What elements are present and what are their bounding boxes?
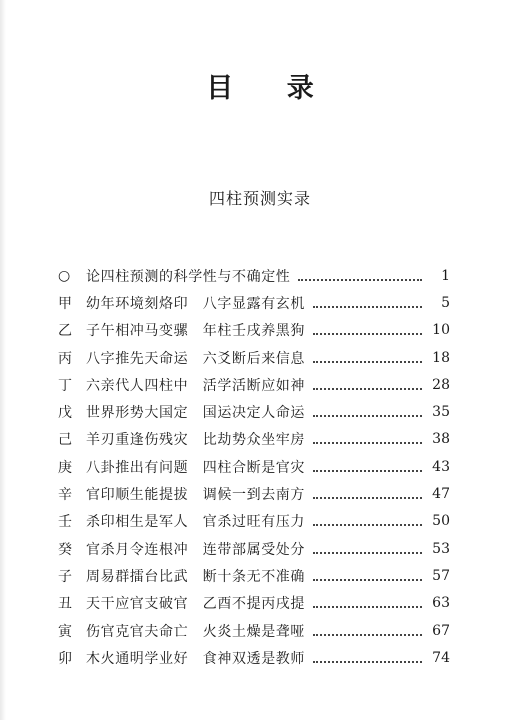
toc-entry-title: 官杀月令连根冲 连带部属受处分 <box>86 541 305 558</box>
toc-leader-dots <box>313 524 422 526</box>
toc-page-number: 5 <box>441 294 450 311</box>
toc-page-number: 57 <box>432 567 450 584</box>
toc-entry-title: 世界形势大国定 国运决定人命运 <box>86 405 305 422</box>
toc-entry-title: 六亲代人四柱中 活学活断应如神 <box>86 377 305 394</box>
toc-entry[interactable] <box>58 480 450 507</box>
toc-entry-title: 官印顺生能提拔 调候一到去南方 <box>86 487 305 504</box>
toc-leader-dots <box>313 579 422 581</box>
toc-leader-dots <box>313 361 422 363</box>
toc-leader-dots <box>313 442 422 444</box>
toc-marker: 癸 <box>58 541 72 558</box>
toc-entry[interactable] <box>58 426 450 453</box>
toc-page-number: 18 <box>432 349 450 366</box>
section-subtitle: 四柱预测实录 <box>208 189 311 208</box>
toc-entry-title: 木火通明学业好 食神双透是教师 <box>86 650 305 667</box>
toc-page-number: 1 <box>441 267 450 284</box>
toc-entry-title: 伤官克官夫命亡 火炎土燥是聋哑 <box>86 623 305 640</box>
page-title: 目 录 <box>206 73 336 104</box>
toc-page-number: 74 <box>432 649 450 666</box>
toc-marker: 己 <box>58 432 72 449</box>
toc-entry-title: 子午相冲马变骡 年柱壬戌养黑狗 <box>86 323 305 340</box>
toc-page-number: 47 <box>432 486 450 503</box>
toc-entry[interactable] <box>58 344 450 371</box>
toc-marker: 辛 <box>58 487 72 504</box>
toc-page-number: 53 <box>432 540 450 557</box>
toc-entry[interactable] <box>58 262 450 289</box>
toc-page-number: 63 <box>432 595 450 612</box>
toc-entry[interactable] <box>58 590 450 617</box>
toc-leader-dots <box>313 470 422 472</box>
toc-marker: 乙 <box>58 323 72 340</box>
toc-page-number: 38 <box>432 431 450 448</box>
toc-entry[interactable] <box>58 644 450 671</box>
toc-marker: 子 <box>58 568 72 585</box>
toc-marker: 丑 <box>58 596 72 613</box>
toc-page-number: 10 <box>432 322 450 339</box>
toc-page-number: 43 <box>432 458 450 475</box>
toc-page-number: 28 <box>432 376 450 393</box>
toc-entry[interactable] <box>58 617 450 644</box>
toc-entry[interactable] <box>58 371 450 398</box>
toc-entry[interactable] <box>58 289 450 316</box>
toc-entry[interactable] <box>58 508 450 535</box>
toc-marker: 丁 <box>58 377 72 394</box>
toc-entry[interactable] <box>58 398 450 425</box>
toc-entry-title: 八卦推出有问题 四柱合断是官灾 <box>86 459 305 476</box>
toc-leader-dots <box>313 634 422 636</box>
toc-entry[interactable] <box>58 317 450 344</box>
toc-leader-dots <box>298 279 422 281</box>
toc-page-number: 50 <box>432 513 450 530</box>
toc-marker: 庚 <box>58 459 72 476</box>
table-of-contents <box>58 262 450 671</box>
toc-leader-dots <box>313 415 422 417</box>
toc-marker: 寅 <box>58 623 72 640</box>
toc-entry[interactable] <box>58 453 450 480</box>
toc-leader-dots <box>313 388 422 390</box>
toc-entry-title: 天干应官支破官 乙酉不提丙戌提 <box>86 596 305 613</box>
toc-entry[interactable] <box>58 535 450 562</box>
toc-page-number: 67 <box>432 622 450 639</box>
page-edge-shadow <box>0 0 6 720</box>
toc-leader-dots <box>313 552 422 554</box>
toc-entry[interactable] <box>58 562 450 589</box>
toc-entry-title: 羊刃重逢伤残灾 比劫势众坐牢房 <box>86 432 305 449</box>
toc-entry-title: 杀印相生是军人 官杀过旺有压力 <box>86 514 305 531</box>
toc-marker: 甲 <box>58 295 72 312</box>
toc-entry-title: 幼年环境刻烙印 八字显露有玄机 <box>86 295 305 312</box>
toc-page-number: 35 <box>432 404 450 421</box>
toc-leader-dots <box>313 661 422 663</box>
toc-marker: ○ <box>58 267 71 284</box>
toc-entry-title: 论四柱预测的科学性与不确定性 <box>86 268 291 285</box>
toc-leader-dots <box>313 333 422 335</box>
toc-marker: 卯 <box>58 650 72 667</box>
toc-marker: 戊 <box>58 405 72 422</box>
toc-entry-title: 周易群擂台比武 断十条无不准确 <box>86 568 305 585</box>
toc-marker: 壬 <box>58 514 72 531</box>
toc-leader-dots <box>313 606 422 608</box>
toc-leader-dots <box>313 497 422 499</box>
toc-marker: 丙 <box>58 350 72 367</box>
toc-leader-dots <box>313 306 422 308</box>
toc-entry-title: 八字推先天命运 六爻断后来信息 <box>86 350 305 367</box>
